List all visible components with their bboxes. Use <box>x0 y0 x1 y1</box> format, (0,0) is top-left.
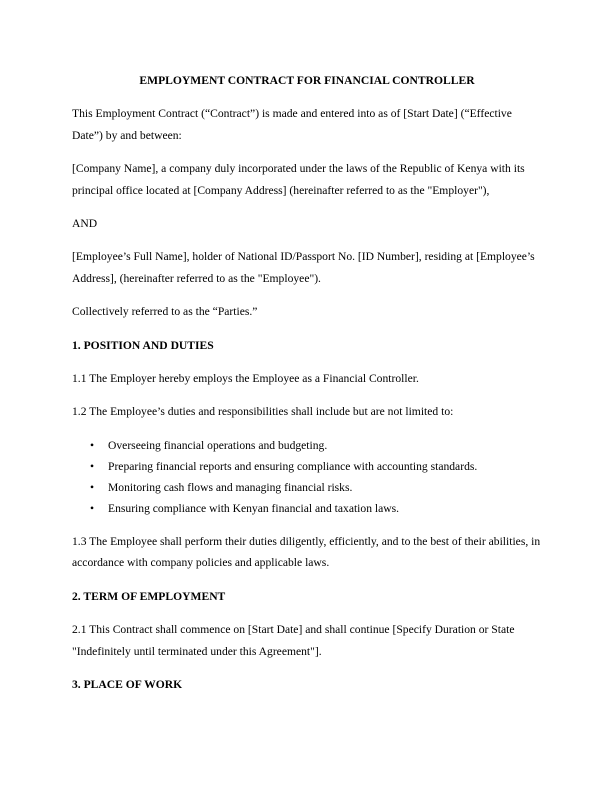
list-item-text: Monitoring cash flows and managing financial risks. <box>108 480 353 494</box>
list-item <box>90 477 542 498</box>
section-heading-position: 1. POSITION AND DUTIES <box>72 338 214 352</box>
list-item-text: Preparing financial reports and ensuring compliance with accounting standards. <box>108 459 478 473</box>
document-title: EMPLOYMENT CONTRACT FOR FINANCIAL CONTROLLER <box>139 74 475 87</box>
intro-paragraph: This Employment Contract (“Contract”) is made and entered into as of [Start Date] (“Effective Date”) by and between: <box>72 107 512 142</box>
clause-2-1: 2.1 This Contract shall commence on [Start Date] and shall continue [Specify Duration or State "Indefinitely until terminated under this Agreement"]. <box>72 623 515 658</box>
list-item-text: Ensuring compliance with Kenyan financial and taxation laws. <box>108 501 400 515</box>
list-item <box>90 435 542 456</box>
bullet-icon: • <box>90 501 95 515</box>
list-item <box>90 456 542 477</box>
bullet-icon: • <box>90 459 95 473</box>
employer-paragraph: [Company Name], a company duly incorporated under the laws of the Republic of Kenya with its principal office located at [Company Address] (hereinafter referred to as the "Employer"), <box>72 162 525 197</box>
bullet-icon: • <box>90 438 95 452</box>
clause-1-2: 1.2 The Employee’s duties and responsibilities shall include but are not limited to: <box>72 405 454 419</box>
document-page <box>72 70 542 707</box>
clause-1-3: 1.3 The Employee shall perform their duties diligently, efficiently, and to the best of their abilities, in accordance with company policies and applicable laws. <box>72 534 541 570</box>
list-item <box>90 498 542 519</box>
employee-paragraph: [Employee’s Full Name], holder of National ID/Passport No. [ID Number], residing at [Employee’s Address], (hereinafter referred to as the "Employee"). <box>72 250 535 285</box>
section-heading-place: 3. PLACE OF WORK <box>72 677 183 691</box>
list-item-text: Overseeing financial operations and budgeting. <box>108 438 328 452</box>
section-heading-term: 2. TERM OF EMPLOYMENT <box>72 589 226 603</box>
bullet-icon: • <box>90 480 95 494</box>
clause-1-1: 1.1 The Employer hereby employs the Employee as a Financial Controller. <box>72 372 419 386</box>
parties-paragraph: Collectively referred to as the “Parties.” <box>72 305 258 319</box>
and-separator: AND <box>72 217 98 231</box>
duties-list <box>72 435 542 519</box>
